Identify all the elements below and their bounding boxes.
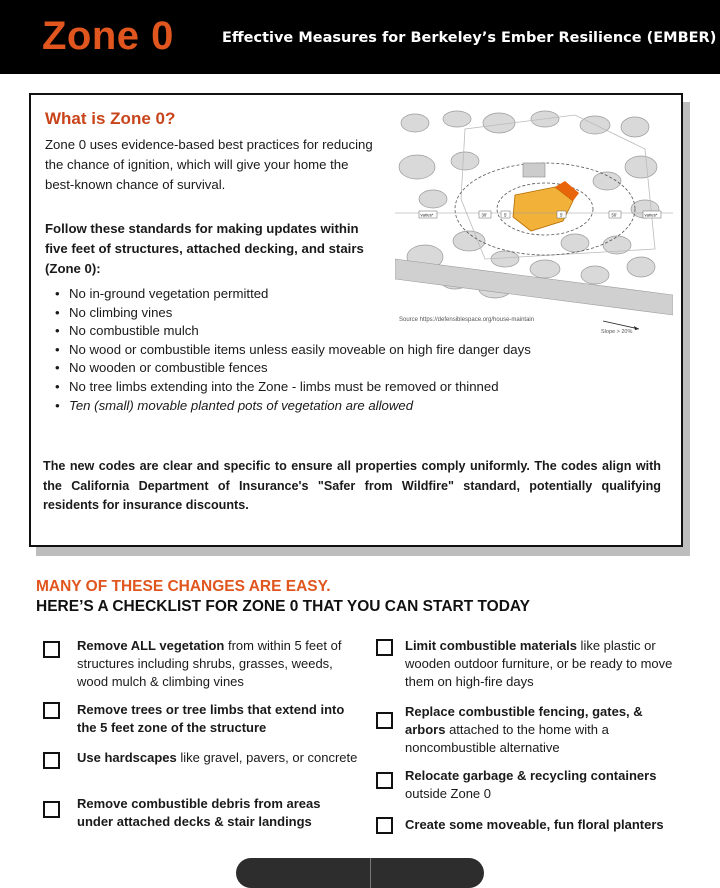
checklist-item: Use hardscapes like gravel, pavers, or concrete <box>77 750 358 765</box>
rule-item: • No climbing vines <box>45 304 665 323</box>
checklist-item: Limit combustible materials like plastic or wooden outdoor furniture, or be ready to move them on high-fire days <box>405 638 673 689</box>
checklist-item: Remove ALL vegetation from within 5 feet of structures including shrubs, grasses, weeds, wood mulch & climbing vines <box>77 638 342 689</box>
illus-label: 30' <box>481 212 487 218</box>
illustration-source: Source https://defensiblespace.org/house-maintain <box>399 317 535 323</box>
checklist-item: Replace combustible fencing, gates, & arbors attached to the home with a noncombustible alternative <box>405 704 643 755</box>
card-title: What is Zone 0? <box>45 109 176 128</box>
illus-label: 50' <box>611 212 617 218</box>
rule-item: • No in-ground vegetation permitted <box>45 285 665 304</box>
checkbox[interactable] <box>43 752 60 769</box>
checkbox[interactable] <box>43 702 60 719</box>
slope-label: Slope > 20% <box>601 329 633 335</box>
checkbox[interactable] <box>376 712 393 729</box>
standards-heading: Follow these standards for making updates within five feet of structures, attached decking, and stairs (Zone 0): <box>45 221 364 276</box>
checklist-item: Create some moveable, fun floral planters <box>405 817 664 832</box>
viewer-toolbar[interactable] <box>236 858 484 888</box>
checkbox[interactable] <box>43 801 60 818</box>
zone0-logo: Zone 0 <box>42 14 174 58</box>
zone-illustration <box>395 109 673 335</box>
header-bar <box>0 0 720 74</box>
illus-label: 5' <box>504 212 508 218</box>
illus-label: varies* <box>420 212 434 218</box>
illus-label: varies* <box>644 212 658 218</box>
checklist-item: Remove trees or tree limbs that extend into the 5 feet zone of the structure <box>77 702 345 735</box>
info-card <box>29 93 683 547</box>
rule-item: • No wood or combustible items unless easily moveable on high fire danger days <box>45 341 665 360</box>
rule-item: • No combustible mulch <box>45 322 665 341</box>
checkbox[interactable] <box>43 641 60 658</box>
rule-item: • No tree limbs extending into the Zone - limbs must be removed or thinned <box>45 378 665 397</box>
checkbox[interactable] <box>376 817 393 834</box>
rule-item: • No wooden or combustible fences <box>45 359 665 378</box>
card-intro: Zone 0 uses evidence-based best practices for reducing the chance of ignition, which will give your home the best-known chance of survival. <box>45 137 373 192</box>
rule-item: • Ten (small) movable planted pots of vegetation are allowed <box>45 397 665 416</box>
illus-label: 5' <box>560 212 564 218</box>
checklist-heading-accent: MANY OF THESE CHANGES ARE EASY. <box>36 578 331 595</box>
header-tagline: Effective Measures for Berkeley’s Ember Resilience (EMBER) <box>222 30 717 46</box>
checklist-heading: HERE’S A CHECKLIST FOR ZONE 0 THAT YOU CAN START TODAY <box>36 598 531 615</box>
toolbar-divider <box>370 858 371 888</box>
checkbox[interactable] <box>376 772 393 789</box>
checklist-item: Remove combustible debris from areas under attached decks & stair landings <box>77 796 321 829</box>
checklist-item: Relocate garbage & recycling containers outside Zone 0 <box>405 768 657 801</box>
codes-paragraph: The new codes are clear and specific to ensure all properties comply uniformly. The codes align with the California Department of Insurance's "Safer from Wildfire" standard, potentially qualifying residents for insurance discounts. <box>43 459 661 513</box>
checkbox[interactable] <box>376 639 393 656</box>
